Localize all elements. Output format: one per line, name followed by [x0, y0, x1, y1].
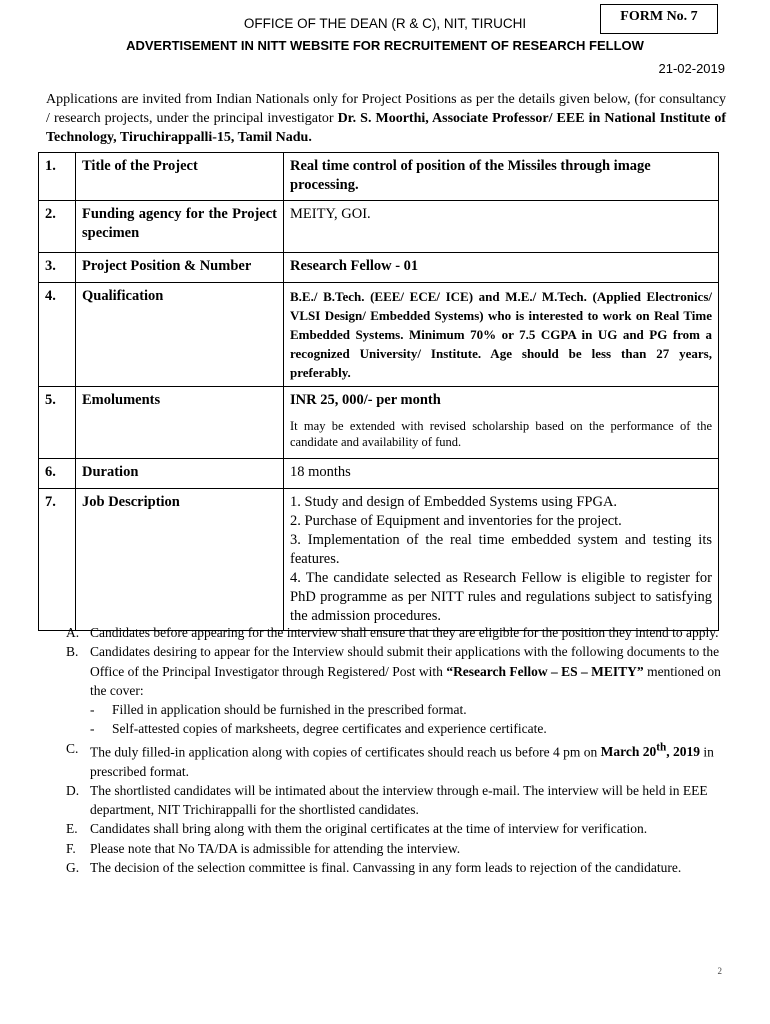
duration-value: 18 months	[284, 459, 719, 489]
deadline-year: , 2019	[666, 744, 700, 760]
intro-investigator: Dr. S. Moorthi, Associate Professor/ EEE in National Institute of Technology, Tiruchirappalli-15, Tamil Nadu.	[46, 111, 726, 145]
advertisement-title: ADVERTISEMENT IN NITT WEBSITE FOR RECRUITEMENT OF RESEARCH FELLOW	[126, 38, 644, 53]
emoluments-value: INR 25, 000/- per month	[290, 392, 441, 408]
document-date: 21-02-2019	[658, 61, 725, 76]
table-row	[39, 489, 719, 631]
table-row	[39, 201, 719, 253]
row-label: Project Position & Number	[76, 253, 284, 283]
row-number: 7.	[39, 489, 76, 631]
table-row	[39, 253, 719, 283]
list-item	[66, 623, 726, 642]
job-description-list	[284, 489, 719, 631]
deadline-suffix: th	[656, 741, 667, 754]
list-item-text	[90, 642, 726, 700]
list-marker: B.	[66, 644, 79, 660]
job-description-item: 2. Purchase of Equipment and inventories for the project.	[290, 513, 622, 529]
table-row	[39, 387, 719, 459]
project-title-value: Real time control of position of the Missiles through image processing.	[284, 153, 719, 201]
list-item-text: The decision of the selection committee is final. Canvassing in any form leads to rejection of the candidature.	[90, 860, 682, 876]
sub-list-item	[66, 700, 726, 719]
row-number: 3.	[39, 253, 76, 283]
sub-list-text: Filled in application should be furnished in the prescribed format.	[112, 702, 467, 718]
row-number: 1.	[39, 153, 76, 201]
sub-list-dash: -	[90, 702, 95, 718]
list-item	[66, 858, 726, 877]
list-marker: D.	[66, 782, 80, 798]
list-item	[66, 642, 726, 700]
job-description-item: 4. The candidate selected as Research Fellow is eligible to register for PhD programme as per NITT rules and regulations subject to satisfying the admission procedures.	[290, 570, 712, 624]
deadline-month-day: March 20	[600, 744, 657, 760]
intro-paragraph	[46, 90, 726, 147]
list-item-text: The shortlisted candidates will be intimated about the interview through e-mail. The interview will be held in EEE department, NIT Trichirappalli for the shortlisted candidates.	[90, 782, 708, 818]
row-label: Job Description	[76, 489, 284, 631]
office-heading: OFFICE OF THE DEAN (R & C), NIT, TIRUCHI	[243, 16, 527, 31]
row-label: Title of the Project	[76, 153, 284, 201]
table-row	[39, 153, 719, 201]
qualification-value: B.E./ B.Tech. (EEE/ ECE/ ICE) and M.E./ M.Tech. (Applied Electronics/ VLSI Design/ Embedded Systems) who is interested to work on Real Time Embedded Systems. Minimum 70% or 7.5 CGPA in UG and PG from a recognized University/ Institute. Age should be less than 27 years, preferably.	[284, 283, 719, 387]
list-item	[66, 739, 726, 781]
list-item	[66, 781, 726, 820]
funding-agency-value: MEITY, GOI.	[284, 201, 719, 253]
note-c-after: in prescribed format.	[90, 744, 714, 779]
sub-list-dash: -	[90, 721, 95, 737]
project-details-table	[38, 152, 719, 631]
list-item-text	[90, 739, 726, 781]
list-item-text: Candidates shall bring along with them the original certificates at the time of interview for verification.	[90, 821, 648, 837]
form-number-box: FORM No. 7	[600, 4, 718, 34]
list-marker: G.	[66, 860, 80, 876]
list-marker: A.	[66, 625, 80, 640]
cover-label: “Research Fellow – ES – MEITY”	[446, 663, 644, 679]
row-number: 6.	[39, 459, 76, 489]
row-label: Funding agency for the Project specimen	[76, 201, 284, 253]
row-label: Emoluments	[76, 387, 284, 459]
list-marker: F.	[66, 840, 76, 856]
row-number: 5.	[39, 387, 76, 459]
table-row	[39, 459, 719, 489]
deadline-date	[600, 741, 700, 760]
list-item-text: Please note that No TA/DA is admissible for attending the interview.	[90, 840, 461, 856]
job-description-item: 3. Implementation of the real time embedded system and testing its features.	[290, 532, 712, 567]
row-label: Duration	[76, 459, 284, 489]
row-number: 2.	[39, 201, 76, 253]
sub-list-item	[66, 719, 726, 738]
list-item	[66, 819, 726, 838]
list-marker: E.	[66, 821, 78, 837]
row-label: Qualification	[76, 283, 284, 387]
instructions-list	[66, 623, 726, 877]
job-description-item: 1. Study and design of Embedded Systems using FPGA.	[290, 494, 618, 510]
position-value: Research Fellow - 01	[284, 253, 719, 283]
note-c-text: The duly filled-in application along with copies of certificates should reach us before 4 pm on	[90, 744, 601, 760]
list-item-text: Candidates before appearing for the interview shall ensure that they are eligible for the position they intend to apply.	[90, 625, 719, 640]
sub-list-text: Self-attested copies of marksheets, degree certificates and experience certificate.	[112, 721, 547, 737]
page-number: 2	[717, 966, 722, 976]
intro-text: Applications are invited from Indian Nationals only for Project Positions as per the details given below, (for consultancy / research projects, under the principal investigator	[46, 92, 726, 126]
note-b-after: mentioned on the cover:	[90, 663, 721, 698]
table-row	[39, 283, 719, 387]
emoluments-note: It may be extended with revised scholarship based on the performance of the candidate and availability of fund.	[290, 419, 712, 449]
list-marker: C.	[66, 740, 79, 756]
row-number: 4.	[39, 283, 76, 387]
note-b-text: Candidates desiring to appear for the Interview should submit their applications with the following documents to the Office of the Principal Investigator through Registered/ Post with	[90, 644, 720, 679]
list-item	[66, 839, 726, 858]
